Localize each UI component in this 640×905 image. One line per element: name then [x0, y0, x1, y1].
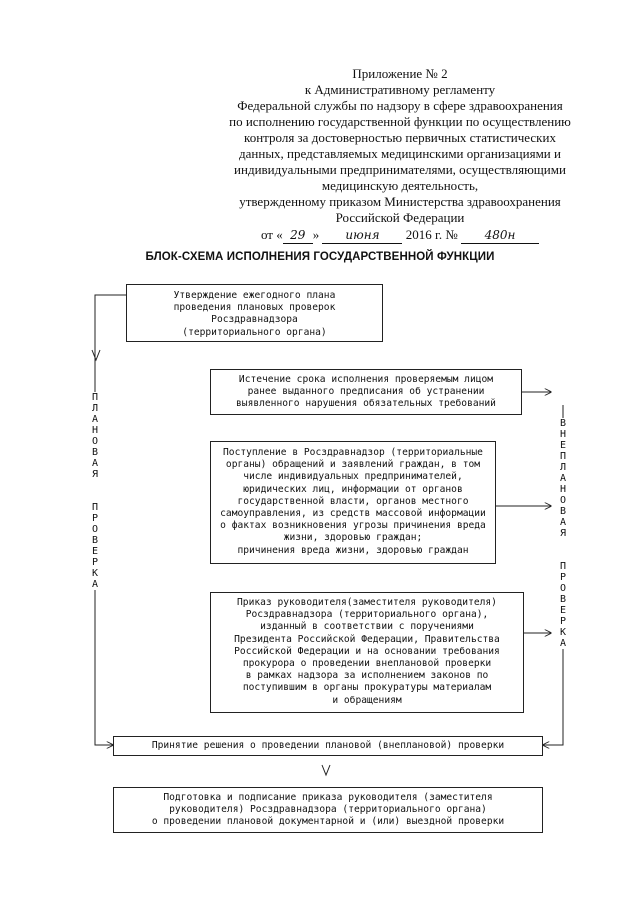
box-line: Российской Федерации и на основании требования	[234, 645, 500, 657]
box-line: проведения плановых проверок	[173, 302, 336, 314]
head-order-box	[210, 592, 524, 713]
vertical-label-char: К	[559, 627, 567, 638]
box-line: Президента Российской Федерации, Правительства	[234, 633, 500, 645]
vertical-label-char: Р	[91, 513, 99, 524]
order-number: 480н	[461, 227, 539, 244]
header-line: индивидуальными предпринимателями, осуществляющими	[234, 162, 566, 177]
vertical-label-char: А	[559, 638, 567, 649]
box-line: руководителя) Росздравнадзора (территориального органа)	[169, 804, 487, 816]
box-line: Принятие решения о проведении плановой (внеплановой) проверки	[151, 740, 505, 751]
box-line: прокурора о проведении внеплановой проверки	[242, 658, 492, 670]
vertical-label-char: Р	[91, 557, 99, 568]
box-line: Поступление в Росздравнадзор (территориальные	[223, 447, 483, 458]
preparation-box	[113, 787, 543, 833]
vertical-label-char: А	[91, 579, 99, 590]
plan-approval-box	[126, 284, 383, 342]
vertical-label-char: О	[559, 583, 567, 594]
vertical-label-char: О	[559, 495, 567, 506]
vertical-label-char: В	[91, 535, 99, 546]
complaints-box	[210, 441, 496, 564]
vertical-label-char: Я	[91, 469, 99, 480]
box-line: о проведении плановой документарной и (или) выездной проверки	[151, 816, 505, 828]
vertical-label-char: А	[91, 458, 99, 469]
vertical-label-char	[557, 539, 569, 550]
box-line: самоуправления, из средств массовой информации	[220, 508, 486, 520]
date-prefix: от «	[260, 227, 283, 242]
vertical-label-char: П	[559, 561, 567, 572]
box-line: причинения вреда жизни, здоровью граждан	[237, 544, 469, 556]
deadline-expiry-box	[210, 369, 522, 415]
unplanned-check-label	[557, 418, 569, 649]
vertical-label-char: П	[91, 502, 99, 513]
vertical-label-char: Р	[559, 616, 567, 627]
box-line: Утверждение ежегодного плана	[173, 290, 336, 301]
header-line: утвержденному приказом Министерства здравоохранения	[239, 194, 561, 209]
vertical-label-char: А	[559, 473, 567, 484]
box-line: о фактах возникновения угрозы причинения вреда	[220, 520, 486, 532]
vertical-label-char: О	[91, 436, 99, 447]
vertical-label-char: Н	[559, 429, 567, 440]
header-line: данных, представляемых медицинскими организациями и	[239, 146, 561, 161]
box-line: и обращениям	[332, 694, 402, 706]
down-arrow-middle	[322, 765, 330, 775]
page-title: БЛОК-СХЕМА ИСПОЛНЕНИЯ ГОСУДАРСТВЕННОЙ ФУНКЦИИ	[145, 251, 495, 263]
vertical-label-char: П	[559, 451, 567, 462]
vertical-label-char	[89, 491, 101, 502]
box-line: изданный в соответствии с поручениями	[260, 621, 474, 633]
box-line: государственной власти, органов местного	[237, 495, 469, 507]
box-line: ранее выданного предписания об устранении	[247, 386, 485, 398]
header-line: контроля за достоверностью первичных статистических	[244, 130, 556, 145]
header-line: медицинскую деятельность,	[321, 178, 479, 193]
vertical-label-char: В	[91, 447, 99, 458]
header-line: Российской Федерации	[335, 210, 465, 225]
vertical-label-char: Н	[91, 425, 99, 436]
box-line: Росздравнадзора (территориального органа),	[245, 609, 489, 621]
vertical-label-char: Е	[91, 546, 99, 557]
box-line: Росздравнадзора	[211, 314, 298, 326]
box-line: (территориального органа)	[182, 326, 327, 338]
box-line: выявленного нарушения обязательных требований	[236, 398, 496, 410]
vertical-label-char: Е	[559, 605, 567, 616]
box-line: поступившим в органы прокуратуры материалам	[242, 682, 492, 694]
vertical-label-char: А	[91, 414, 99, 425]
vertical-label-char: В	[559, 506, 567, 517]
vertical-label-char: К	[91, 568, 99, 579]
box-line: числе индивидуальных предпринимателей,	[243, 471, 463, 483]
vertical-label-char: А	[559, 517, 567, 528]
vertical-label-char: Л	[91, 403, 99, 414]
header-line: по исполнению государственной функции по осуществлению	[229, 114, 571, 129]
vertical-label-char: В	[559, 418, 567, 429]
header-line: к Административному регламенту	[304, 82, 496, 97]
box-line: жизни, здоровью граждан;	[283, 532, 423, 544]
decision-box	[113, 736, 543, 756]
box-line: Приказ руководителя(заместителя руководителя)	[237, 597, 497, 608]
box-line: Подготовка и подписание приказа руководителя (заместителя	[163, 792, 493, 803]
date-month: июня	[322, 227, 402, 244]
vertical-label-char: В	[559, 594, 567, 605]
box-line: юридических лиц, информации от органов	[243, 483, 463, 495]
date-year: 2016 г. №	[405, 227, 458, 242]
date-mid: »	[312, 227, 320, 242]
box-line: в рамках надзора за исполнением законов по	[245, 670, 489, 682]
vertical-label-char	[89, 480, 101, 491]
vertical-label-char: Н	[559, 484, 567, 495]
vertical-label-char	[557, 550, 569, 561]
vertical-label-char: Р	[559, 572, 567, 583]
box-line: органы) обращений и заявлений граждан, в том	[225, 459, 481, 471]
appendix-number: Приложение № 2	[352, 66, 448, 81]
vertical-label-char: Л	[559, 462, 567, 473]
vertical-label-char: Я	[559, 528, 567, 539]
down-arrow-top	[92, 350, 100, 360]
planned-check-label	[89, 392, 101, 590]
header-line: Федеральной службы по надзору в сфере здравоохранения	[237, 98, 563, 113]
date-day: 29	[283, 227, 313, 244]
vertical-label-char: П	[91, 392, 99, 403]
vertical-label-char: Е	[559, 440, 567, 451]
vertical-label-char: О	[91, 524, 99, 535]
box-line: Истечение срока исполнения проверяемым лицом	[238, 374, 494, 385]
